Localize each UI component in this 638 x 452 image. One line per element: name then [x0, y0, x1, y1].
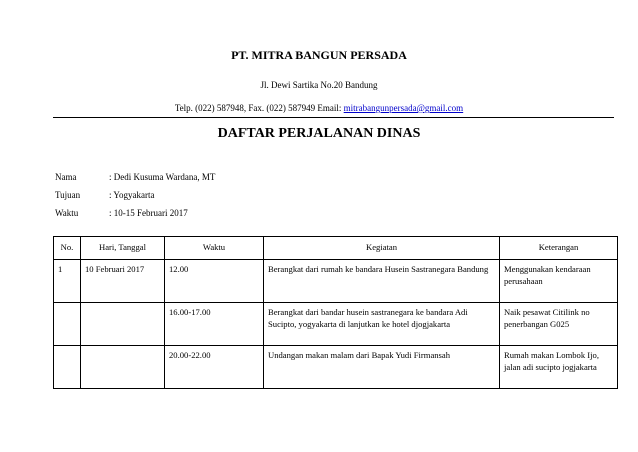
cell-note: Naik pesawat Citilink no penerbangan G025: [500, 303, 618, 346]
cell-date: 10 Februari 2017: [81, 260, 165, 303]
cell-time: 20.00-22.00: [165, 346, 264, 389]
cell-date: [81, 303, 165, 346]
cell-activity: Berangkat dari bandar husein sastranegara ke bandara Adi Sucipto, yogyakarta di lanjutkan ke hotel djogjakarta: [264, 303, 500, 346]
cell-time: 12.00: [165, 260, 264, 303]
cell-time: 16.00-17.00: [165, 303, 264, 346]
cell-no: 1: [54, 260, 81, 303]
contact-phone-fax: Telp. (022) 587948, Fax. (022) 587949 Email:: [174, 103, 344, 113]
table-row: [54, 260, 618, 303]
table-row: [54, 303, 618, 346]
trip-table: [53, 236, 618, 389]
waktu-value: : 10-15 Februari 2017: [109, 208, 188, 218]
table-row: [54, 346, 618, 389]
company-name: PT. MITRA BANGUN PERSADA: [231, 48, 407, 62]
col-header-no: No.: [54, 237, 81, 260]
table-header-row: [54, 237, 618, 260]
cell-activity: Undangan makan malam dari Bapak Yudi Firmansah: [264, 346, 500, 389]
tujuan-label: Tujuan: [55, 190, 81, 200]
nama-label: Nama: [55, 172, 77, 182]
company-address: Jl. Dewi Sartika No.20 Bandung: [260, 80, 378, 90]
nama-value: : Dedi Kusuma Wardana, MT: [109, 172, 216, 182]
col-header-note: Keterangan: [500, 237, 618, 260]
document-title: DAFTAR PERJALANAN DINAS: [217, 126, 421, 141]
cell-no: [54, 346, 81, 389]
waktu-label: Waktu: [55, 208, 79, 218]
cell-date: [81, 346, 165, 389]
cell-note: Menggunakan kendaraan perusahaan: [500, 260, 618, 303]
email-link[interactable]: mitrabangunpersada@gmail.com: [343, 103, 464, 113]
col-header-activity: Kegiatan: [264, 237, 500, 260]
tujuan-value: : Yogyakarta: [109, 190, 155, 200]
cell-no: [54, 303, 81, 346]
cell-note: Rumah makan Lombok Ijo, jalan adi sucipto jogjakarta: [500, 346, 618, 389]
cell-activity: Berangkat dari rumah ke bandara Husein Sastranegara Bandung: [264, 260, 500, 303]
header-divider: [53, 117, 614, 118]
col-header-time: Waktu: [165, 237, 264, 260]
col-header-date: Hari, Tanggal: [81, 237, 165, 260]
company-contact: [0, 103, 638, 113]
